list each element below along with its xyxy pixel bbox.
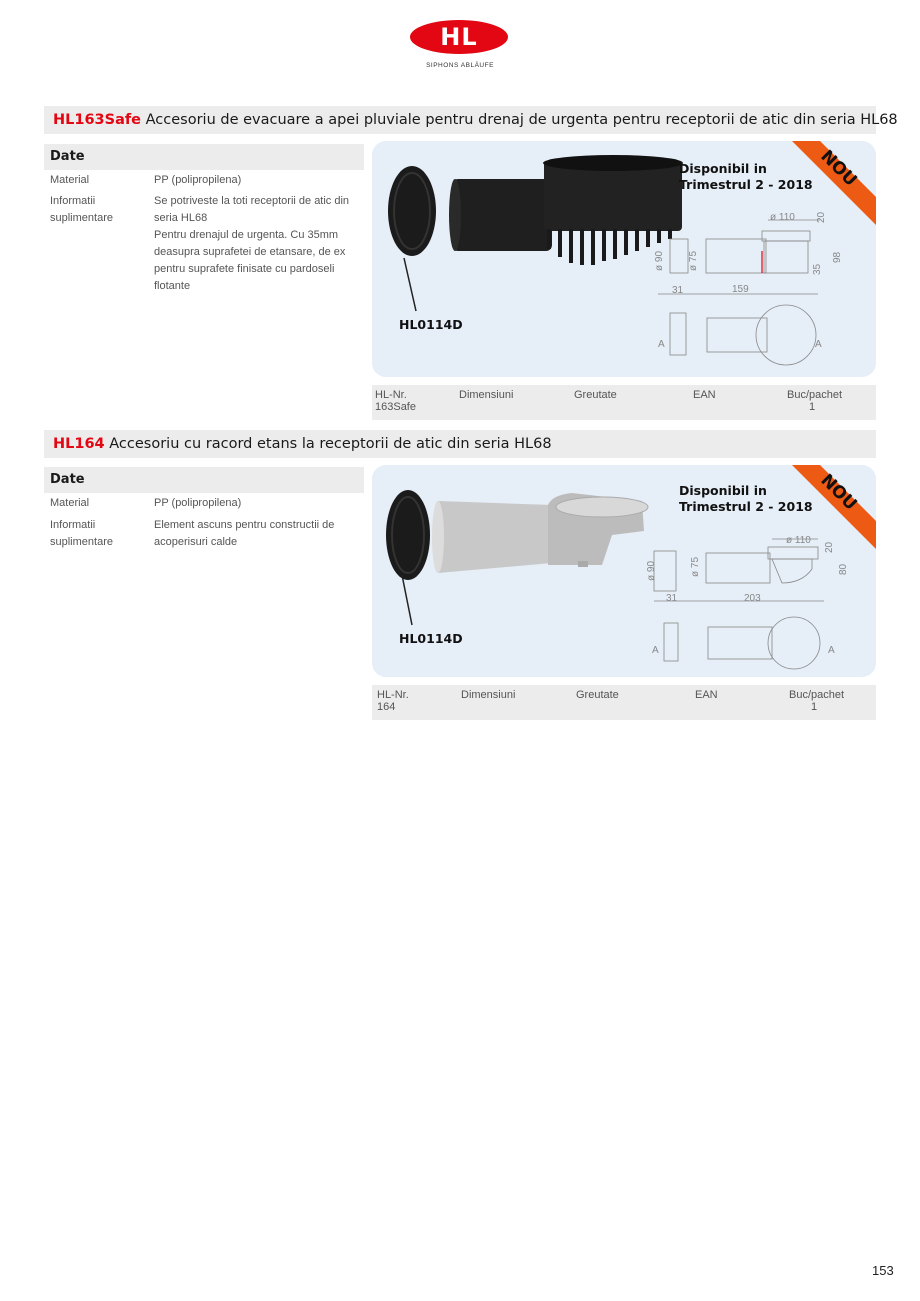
- material-value: PP (polipropilena): [154, 174, 242, 186]
- data-header: Date: [44, 144, 364, 170]
- info-line: pentru suprafete finisate cu pardoseli flotante: [154, 263, 335, 292]
- new-badge-text: NOU: [816, 470, 861, 515]
- col-weight: Greutate: [574, 389, 617, 401]
- info-label-line: Informatii: [50, 195, 96, 207]
- product-title-text: Accesoriu cu racord etans la receptorii de atic din seria HL68: [109, 436, 552, 452]
- section-marker: A: [652, 645, 659, 656]
- dim-d-mid: ø 75: [690, 556, 701, 577]
- new-badge: [792, 141, 876, 225]
- dim-h-total: 98: [832, 251, 843, 263]
- product-code: HL164: [53, 436, 105, 452]
- col-weight: Greutate: [576, 689, 619, 701]
- col-ean: EAN: [695, 689, 718, 701]
- col-ean: EAN: [693, 389, 716, 401]
- new-badge: [792, 465, 876, 549]
- spec-table: [372, 385, 876, 420]
- dim-d-top: ø 110: [770, 212, 795, 223]
- material-value: PP (polipropilena): [154, 497, 242, 509]
- dim-w-len: 159: [732, 284, 749, 295]
- info-value: [154, 193, 364, 295]
- spec-table: [372, 685, 876, 720]
- info-label-line: suplimentare: [50, 212, 113, 224]
- new-badge-text: NOU: [816, 146, 861, 191]
- dim-w-left: 31: [666, 593, 678, 604]
- col-pack: Buc/pachet: [787, 389, 843, 401]
- dim-w-len: 203: [744, 593, 761, 604]
- part-label: HL0114D: [399, 631, 463, 646]
- logo-mark: HL: [410, 20, 508, 54]
- info-line: seria HL68: [154, 212, 208, 224]
- availability-line: Trimestrul 2 - 2018: [679, 177, 813, 192]
- info-line: deasupra suprafetei de etansare, de ex: [154, 246, 346, 258]
- dim-h-low: 35: [812, 263, 823, 275]
- page-number: 153: [872, 1263, 894, 1278]
- dim-w-left: 31: [672, 285, 684, 296]
- info-line: Se potriveste la toti receptorii de atic din: [154, 195, 350, 207]
- cell-hl-nr: 163Safe: [375, 401, 416, 413]
- dim-top: 20: [816, 211, 827, 223]
- dim-h-total: 80: [838, 563, 849, 575]
- availability-line: Disponibil in: [679, 483, 767, 498]
- section-marker: A: [815, 339, 822, 350]
- dim-d-left: ø 90: [654, 250, 665, 271]
- col-pack: Buc/pachet: [789, 689, 845, 701]
- product-title-text: Accesoriu de evacuare a apei pluviale pentru drenaj de urgenta pentru receptorii de atic din seria HL68: [145, 112, 898, 128]
- product-title-2: [44, 430, 876, 458]
- logo-tagline: SIPHONS ABLÄUFE: [426, 62, 494, 69]
- dim-top: 20: [824, 541, 835, 553]
- dim-d-left: ø 90: [646, 560, 657, 581]
- availability-line: Trimestrul 2 - 2018: [679, 499, 813, 514]
- dim-d-mid: ø 75: [688, 250, 699, 271]
- product-image-panel: [372, 465, 876, 677]
- section-marker: A: [828, 645, 835, 656]
- col-dimensions: Dimensiuni: [459, 389, 514, 401]
- info-label-line: Informatii: [50, 519, 96, 531]
- info-line: Pentru drenajul de urgenta. Cu 35mm: [154, 229, 339, 241]
- brand-logo: [410, 20, 510, 74]
- info-line: acoperisuri calde: [154, 536, 238, 548]
- section-marker: A: [658, 339, 665, 350]
- product-image-panel: [372, 141, 876, 377]
- product-code: HL163Safe: [53, 112, 142, 128]
- info-value: [154, 517, 364, 551]
- cell-pack: 1: [809, 401, 816, 413]
- info-label: [50, 193, 150, 227]
- cell-pack: 1: [811, 701, 818, 713]
- material-label: Material: [50, 174, 90, 186]
- availability-line: Disponibil in: [679, 161, 767, 176]
- col-hl-nr: HL-Nr.: [375, 389, 407, 401]
- data-header: Date: [44, 467, 364, 493]
- info-line: Element ascuns pentru constructii de: [154, 519, 335, 531]
- product-title-1: [44, 106, 898, 134]
- col-hl-nr: HL-Nr.: [377, 689, 409, 701]
- dim-d-top: ø 110: [786, 535, 811, 546]
- info-label-line: suplimentare: [50, 536, 113, 548]
- info-label: [50, 517, 150, 551]
- cell-hl-nr: 164: [377, 701, 396, 713]
- part-label: HL0114D: [399, 317, 463, 332]
- col-dimensions: Dimensiuni: [461, 689, 516, 701]
- material-label: Material: [50, 497, 90, 509]
